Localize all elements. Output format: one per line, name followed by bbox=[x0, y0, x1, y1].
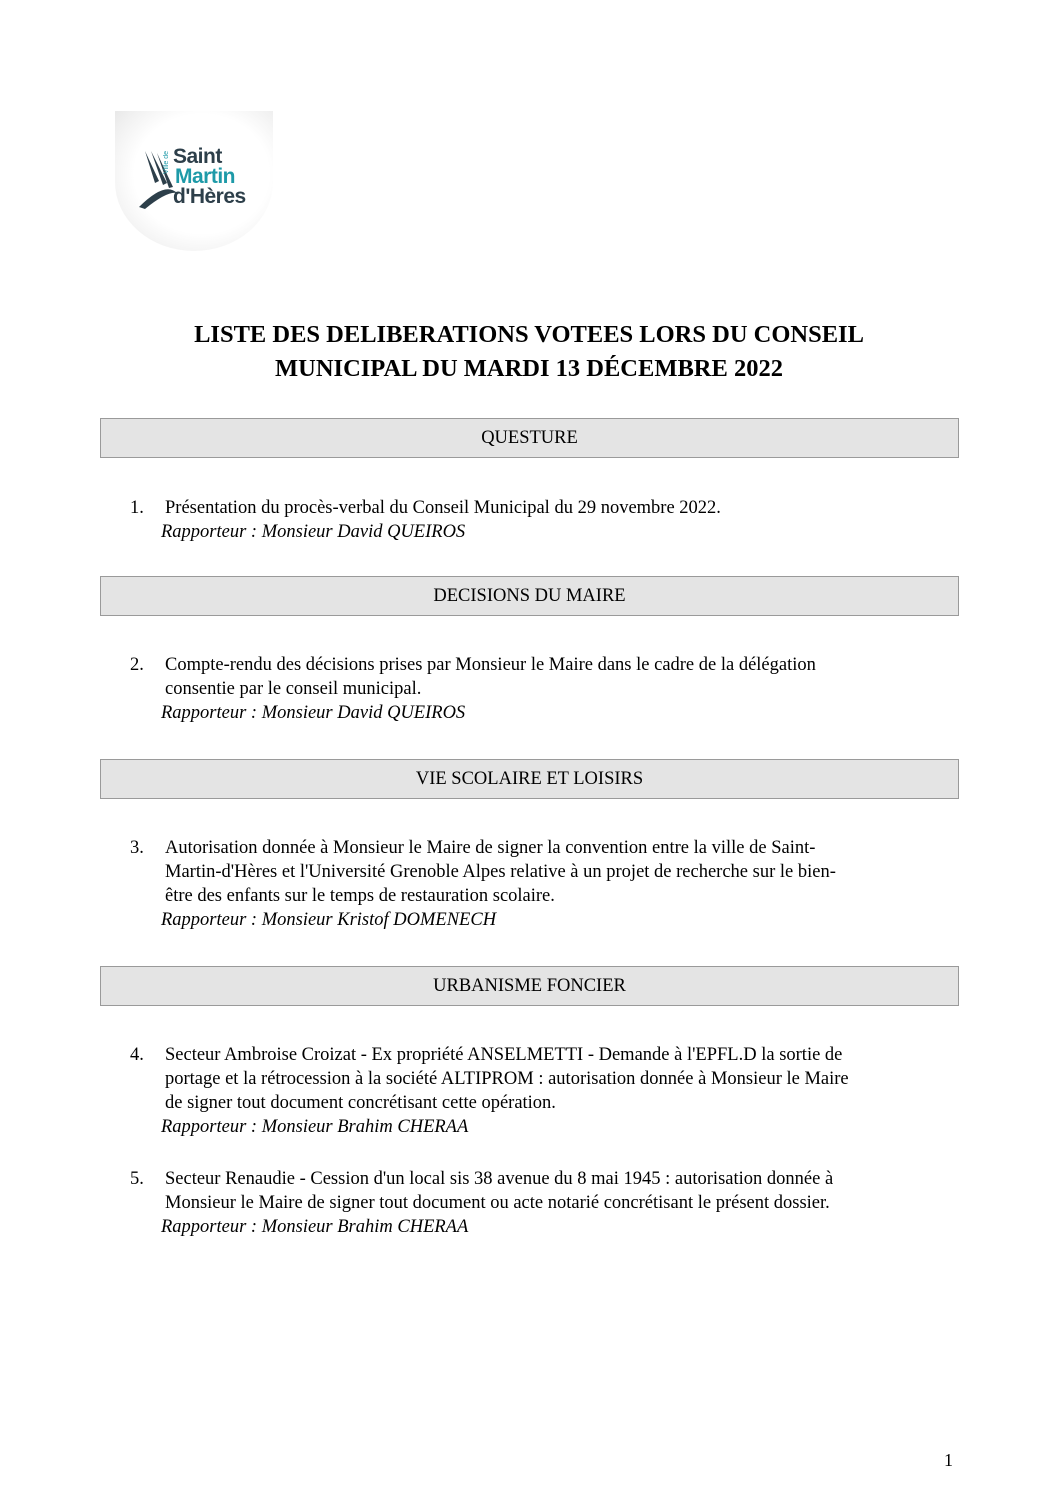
item-line: consentie par le conseil municipal. bbox=[165, 679, 422, 699]
item-line: être des enfants sur le temps de restauration scolaire. bbox=[165, 886, 555, 906]
deliberation-item bbox=[130, 836, 950, 932]
item-line: Autorisation donnée à Monsieur le Maire de signer la convention entre la ville de Saint- bbox=[165, 838, 816, 858]
section-header-decisions-du-maire: DECISIONS DU MAIRE bbox=[100, 576, 959, 616]
item-line: Secteur Renaudie - Cession d'un local sis 38 avenue du 8 mai 1945 : autorisation donnée à bbox=[165, 1169, 834, 1189]
item-line: Présentation du procès-verbal du Conseil Municipal du 29 novembre 2022. bbox=[165, 498, 721, 518]
deliberation-item bbox=[130, 653, 950, 725]
item-number: 5. bbox=[130, 1169, 144, 1189]
item-number: 4. bbox=[130, 1045, 144, 1065]
title-line-2: MUNICIPAL DU MARDI 13 DÉCEMBRE 2022 bbox=[275, 355, 783, 382]
item-rapporteur: Rapporteur : Monsieur David QUEIROS bbox=[161, 522, 466, 542]
item-line: de signer tout document concrétisant cette opération. bbox=[165, 1093, 556, 1113]
section-header-urbanisme-foncier: URBANISME FONCIER bbox=[100, 966, 959, 1006]
logo-line-1: Saint bbox=[173, 145, 222, 168]
section-header-vie-scolaire: VIE SCOLAIRE ET LOISIRS bbox=[100, 759, 959, 799]
city-logo bbox=[115, 111, 273, 251]
logo-line-3: d'Hères bbox=[173, 185, 246, 208]
item-description bbox=[165, 653, 950, 701]
logo-line-2: Martin bbox=[175, 165, 235, 188]
item-line: Compte-rendu des décisions prises par Monsieur le Maire dans le cadre de la délégation bbox=[165, 655, 816, 675]
item-line: Secteur Ambroise Croizat - Ex propriété ANSELMETTI - Demande à l'EPFL.D la sortie de bbox=[165, 1045, 843, 1065]
deliberation-item bbox=[130, 1167, 950, 1239]
item-line: Martin-d'Hères et l'Université Grenoble Alpes relative à un projet de recherche sur le bien- bbox=[165, 862, 836, 882]
item-description bbox=[165, 496, 950, 520]
item-description bbox=[165, 1167, 950, 1215]
item-rapporteur: Rapporteur : Monsieur Brahim CHERAA bbox=[161, 1117, 469, 1137]
item-rapporteur: Rapporteur : Monsieur David QUEIROS bbox=[161, 703, 466, 723]
item-number: 2. bbox=[130, 655, 144, 675]
title-line-1: LISTE DES DELIBERATIONS VOTEES LORS DU CONSEIL bbox=[194, 321, 864, 348]
section-header-questure: QUESTURE bbox=[100, 418, 959, 458]
item-rapporteur: Rapporteur : Monsieur Brahim CHERAA bbox=[161, 1217, 469, 1237]
logo-ville-label: Ville de bbox=[163, 151, 170, 174]
item-line: Monsieur le Maire de signer tout document ou acte notarié concrétisant le présent dossier. bbox=[165, 1193, 830, 1213]
item-rapporteur: Rapporteur : Monsieur Kristof DOMENECH bbox=[161, 910, 497, 930]
deliberation-item bbox=[130, 496, 950, 544]
document-title bbox=[100, 318, 958, 386]
item-number: 3. bbox=[130, 838, 144, 858]
deliberation-item bbox=[130, 1043, 950, 1139]
item-line: portage et la rétrocession à la société ALTIPROM : autorisation donnée à Monsieur le Maire bbox=[165, 1069, 849, 1089]
logo-wordmark bbox=[173, 146, 246, 207]
item-description bbox=[165, 836, 950, 908]
item-number: 1. bbox=[130, 498, 144, 518]
item-description bbox=[165, 1043, 950, 1115]
page-number: 1 bbox=[944, 1450, 953, 1470]
